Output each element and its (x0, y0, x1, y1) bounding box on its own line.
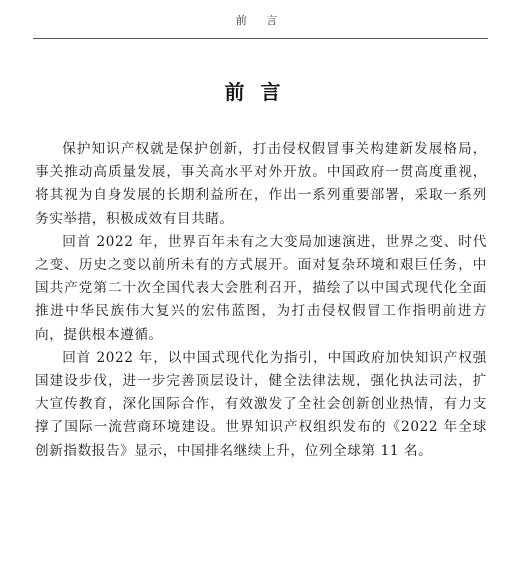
paragraph: 回首 2022 年，以中国式现代化为指引，中国政府加快知识产权强国建设步伐，进一步完善顶层设计，健全法律法规，强化执法司法，扩大宣传教育，深化国际合作，有效激发了全社会创新创业热情，有力支撑了国际一流营商环境建设。世界知识产权组织发布的《2022 年全球创新指数报告》显示，中国排名继续上升，位列全球第 11 名。 (35, 349, 487, 459)
running-header: 前 言 (235, 14, 286, 27)
body-text (35, 138, 487, 463)
page-title: 前言 (224, 80, 297, 104)
header-divider (33, 38, 488, 39)
paragraph: 回首 2022 年，世界百年未有之大变局加速演进，世界之变、时代之变、历史之变以前所未有的方式展开。面对复杂环境和艰巨任务，中国共产党第二十次全国代表大会胜利召开，描绘了以中国式现代化全面推进中华民族伟大复兴的宏伟蓝图，为打击侵权假冒工作指明前进方向，提供根本遵循。 (35, 233, 487, 343)
paragraph: 保护知识产权就是保护创新，打击侵权假冒事关构建新发展格局，事关推动高质量发展，事关高水平对外开放。中国政府一贯高度重视，将其视为自身发展的长期利益所在，作出一系列重要部署，采取一系列务实举措，积极成效有目共睹。 (35, 141, 487, 227)
